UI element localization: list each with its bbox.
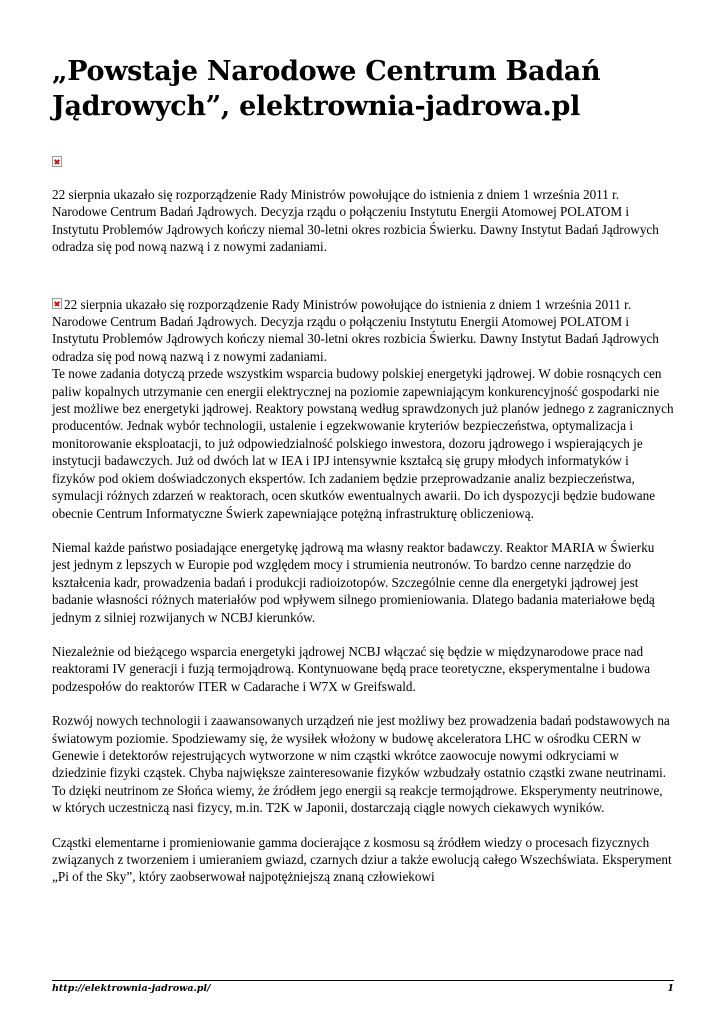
article-body <box>52 296 674 886</box>
page-footer <box>52 980 674 994</box>
paragraph-1 <box>52 296 674 366</box>
paragraph-6: Cząstki elementarne i promieniowanie gamma docierające z kosmosu są źródłem wiedzy o procesach fizycznych związanych z tworzeniem i umieraniem gwiazd, czarnych dziur a także ewolucją całego Wszechświata. Eksperyment „Pi of the Sky”, który zaobserwował najpotężniejszą znaną człowiekowi <box>52 834 672 885</box>
paragraph-1-text: 22 sierpnia ukazało się rozporządzenie Rady Ministrów powołujące do istnienia z dniem 1 września 2011 r. Narodowe Centrum Badań Jądrowych. Decyzja rządu o połączeniu Instytutu Energii Atomowej POLATOM i Instytutu Problemów Jądrowych kończy niemal 30-letni okres rozbicia Świerku. Dawny Instytut Badań Jądrowych odradza się pod nową nazwą i z nowymi zadaniami. <box>52 296 659 364</box>
paragraph-3: Niemal każde państwo posiadające energetykę jądrową ma własny reaktor badawczy. Reaktor MARIA w Świerku jest jednym z lepszych w Europie pod względem mocy i strumienia neutronów. To bardzo cenne narzędzie do kształcenia kadr, prowadzenia badań i produkcji radioizotopów. Szczególnie cenne dla energetyki jądrowej jest badanie własności różnych materiałów pod wpływem silnego promieniowania. Dlatego badania materiałowe będą jednym z silniej rozwijanych w NCBJ kierunków. <box>52 539 655 625</box>
broken-image-icon <box>52 298 62 309</box>
paragraph-5: Rozwój nowych technologii i zaawansowanych urządzeń nie jest możliwy bez prowadzenia badań podstawowych na światowym poziomie. Spodziewamy się, że wysiłek włożony w budowę akceleratora LHC w ośrodku CERN w Genewie i detektorów rejestrujących wytworzone w nim cząstki wkrótce zaowocuje nowymi odkryciami w dziedzinie fizyki cząstek. Chyba największe zainteresowanie fizyków wzbudzały ostatnio cząstki zwane neutrinami. To dzięki neutrinom ze Słońca wiemy, że źródłem jego energii są reakcje termojądrowe. Eksperymenty neutrinowe, w których uczestniczą nasi fizycy, m.in. T2K w Japonii, dostarczają ciągle nowych ciekawych wyników. <box>52 713 670 816</box>
broken-image-icon <box>52 156 62 167</box>
paragraph-2: Te nowe zadania dotyczą przede wszystkim wsparcia budowy polskiej energetyki jądrowej. W dobie rosnących cen paliw kopalnych utrzymanie cen energii elektrycznej na poziomie zapewniającym konkurencyjność gospodarki nie jest możliwe bez energetyki jądrowej. Reaktory powstaną według sprawdzonych już planów jednego z zagranicznych producentów. Jednak wybór technologii, ustalenie i egzekwowanie kryteriów bezpieczeństwa, optymalizacja i monitorowanie eksploatacji, to już odpowiedzialność polskiego inwestora, dozoru jądrowego i wspierających je instytucji badawczych. Już od dwóch lat w IEA i IPJ intensywnie kształcą się grupy młodych informatyków i fizyków pod okiem doświadczonych ekspertów. Ich zadaniem będzie przeprowadzanie analiz bezpieczeństwa, symulacji różnych zdarzeń w reaktorach, ocen skutków ewentualnych awarii. Do ich dyspozycji będzie budowane obecnie Centrum Informatyczne Świerk zapewniające potężną infrastrukturę obliczeniową. <box>52 366 674 521</box>
paragraph-4: Niezależnie od bieżącego wsparcia energetyki jądrowej NCBJ włączać się będzie w międzynarodowe prace nad reaktorami IV generacji i fuzją termojądrową. Kontynuowane będą prace teoretyczne, eksperymentalne i budowa podzespołów do reaktorów ITER w Cadarache i W7X w Greifswald. <box>52 643 651 694</box>
document-page <box>52 54 674 886</box>
footer-url[interactable]: http://elektrownia-jadrowa.pl/ <box>52 983 211 994</box>
page-title: „Powstaje Narodowe Centrum Badań Jądrowych”, elektrownia-jadrowa.pl <box>52 56 601 122</box>
intro-paragraph: 22 sierpnia ukazało się rozporządzenie Rady Ministrów powołujące do istnienia z dniem 1 września 2011 r. Narodowe Centrum Badań Jądrowych. Decyzja rządu o połączeniu Instytutu Energii Atomowej POLATOM i Instytutu Problemów Jądrowych kończy niemal 30-letni okres rozbicia Świerku. Dawny Instytut Badań Jądrowych odradza się pod nową nazwą i z nowymi zadaniami. <box>52 187 659 255</box>
page-number: 1 <box>667 983 674 994</box>
